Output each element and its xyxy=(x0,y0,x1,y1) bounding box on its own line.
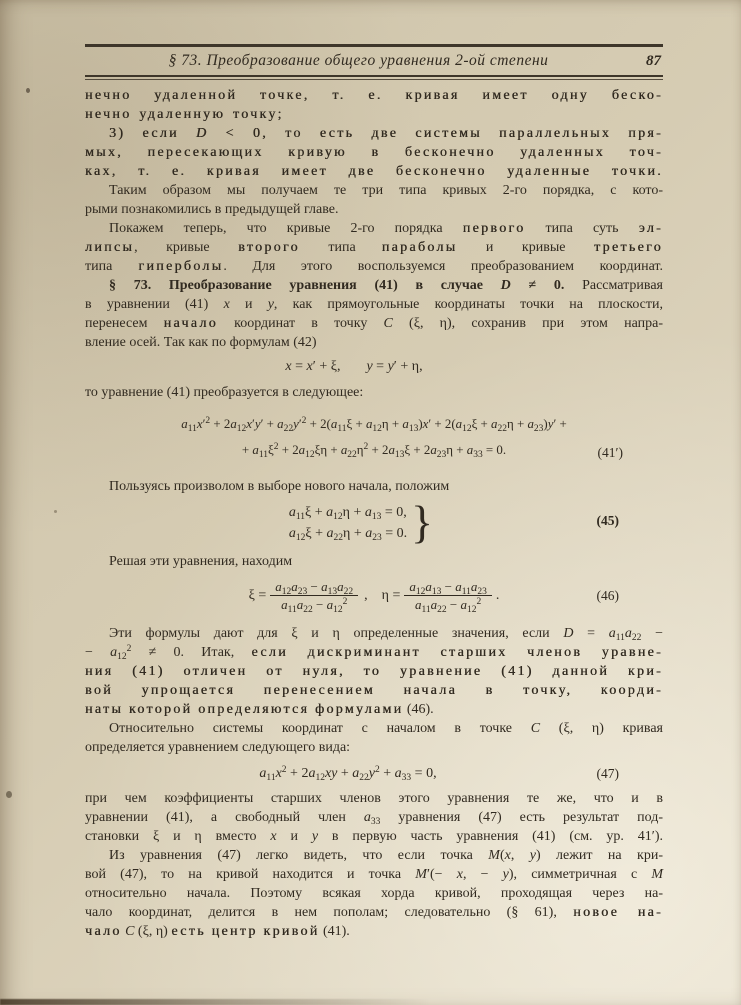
equation-45 xyxy=(85,496,663,548)
text-line: уравнении (41), а свободный член $a_{33}$ уравнения (47) есть результат под- xyxy=(85,810,663,827)
text-line: Решая эти уравнения, находим xyxy=(109,554,293,569)
equation-system xyxy=(288,496,434,548)
text-line: ках, т. е. кривая имеет две бесконечно удаленные точки. xyxy=(85,164,663,179)
text-line: ния (41) отличен от нуля, то уравнение (41) данной кри- xyxy=(85,664,663,679)
equation-text: + $a_{11}\xi^2 + 2a_{12}\xi\eta + a_{22}\eta^2 + 2a_{13}\xi + 2a_{23}\eta + a_{33} = 0$. xyxy=(241,442,507,460)
text-line: Покажем теперь, что кривые 2-го порядка первого типа суть эл- xyxy=(109,221,663,236)
equation-text: $a_{11}\xi + a_{12}\eta + a_{13} = 0$, xyxy=(288,505,407,522)
text-line: в уравнении (41) x и y, как прямоугольные координаты точки на плоскости, xyxy=(85,297,663,312)
fraction-lhs: ξ = xyxy=(248,587,267,603)
equation-number: (47) xyxy=(596,766,619,781)
text-line: при чем коэффициенты старших членов этого уравнения те же, что и в xyxy=(85,791,663,806)
text-line: нечно удаленную точку; xyxy=(85,107,284,122)
text-line: Эти формулы дают для ξ и η определенные значения, если $D = a_{11}a_{22}$ − xyxy=(109,626,663,643)
equation-text xyxy=(249,578,500,613)
equation-42 xyxy=(85,357,663,377)
equation-text: $a_{12}\xi + a_{22}\eta + a_{23} = 0$. xyxy=(288,526,408,543)
paper-speck xyxy=(6,791,12,798)
text-line: то уравнение (41) преобразуется в следующее: xyxy=(85,385,364,400)
text-line: Пользуясь произволом в выборе нового начала, положим xyxy=(109,479,450,494)
page-number: 87 xyxy=(646,53,661,69)
running-title: § 73. Преобразование общего уравнения 2-ой степени xyxy=(168,52,549,69)
fraction xyxy=(404,578,492,613)
equation-text: x = x′ + ξ, y = y′ + η, xyxy=(285,359,423,374)
fraction xyxy=(270,578,358,613)
equation-41-prime xyxy=(85,411,663,463)
text-line: вление осей. Так как по формулам (42) xyxy=(85,335,317,350)
fraction-numerator: $a_{12}a_{13} - a_{11}a_{23}$ xyxy=(409,579,487,597)
header-rule-bottom-1 xyxy=(85,75,663,77)
equation-text: $a_{11}x^2 + 2a_{12}xy + a_{22}y^2 + a_{33} = 0$, xyxy=(259,765,437,783)
text-line: чало координат, делится в нем пополам; следовательно (§ 61), новое на- xyxy=(85,905,663,920)
text-line: нечно удаленной точке, т. е. кривая имеет одну беско- xyxy=(85,88,663,103)
header-rule-bottom-2 xyxy=(85,79,663,80)
text-line: Из уравнения (47) легко видеть, что если точка M(x, y) лежит на кри- xyxy=(109,848,663,863)
text-line: типа гиперболы. Для этого воспользуемся преобразованием координат. xyxy=(85,259,663,274)
equation-text: $a_{11}x'^2 + 2a_{12}x'y' + a_{22}y'^2 + 2(a_{11}\xi + a_{12}\eta + a_{13})x' + 2(a_{12}\xi + a_{22}\eta + a_{23})y'$ + xyxy=(181,416,567,434)
fraction-denominator: $a_{11}a_{22} - a_{12}^2$ xyxy=(270,595,358,613)
text-line: 3) если D < 0, то есть две системы параллельных пря- xyxy=(109,126,664,141)
equation-number: (45) xyxy=(596,513,619,528)
section-heading-line: § 73. Преобразование уравнения (41) в случае D ≠ 0. Рассматривая xyxy=(109,278,663,293)
text-line: вой упрощается перенесением начала в точку, коорди- xyxy=(85,683,663,698)
scan-bottom-edge xyxy=(0,999,430,1005)
text-line: наты которой определяются формулами (46). xyxy=(85,702,434,717)
text-line: Таким образом мы получаем те три типа кривых 2-го порядка, с кото- xyxy=(109,183,663,198)
page-content xyxy=(85,86,663,941)
text-line: становки ξ и η вместо x и y в первую часть уравнения (41) (см. ур. 41′). xyxy=(85,829,663,844)
separator: , xyxy=(364,587,368,603)
equation-number: (46) xyxy=(596,588,619,603)
paper-speck xyxy=(26,88,30,93)
text-line: − $a_{12}^2 \ne 0$. Итак, если дискриминант старших членов уравне- xyxy=(85,644,663,662)
header-row xyxy=(85,47,663,73)
text-line: рыми познакомились в предыдущей главе. xyxy=(85,202,339,217)
equation-46 xyxy=(85,578,663,613)
system-brace: } xyxy=(411,496,434,548)
fraction-numerator: $a_{12}a_{23} - a_{13}a_{22}$ xyxy=(275,579,354,597)
paper-speck xyxy=(54,510,57,513)
fraction-denominator: $a_{11}a_{22} - a_{12}^2$ xyxy=(404,595,492,613)
text-line: перенесем начало координат в точку C (ξ, η), сохранив при этом напра- xyxy=(85,316,663,331)
text-line: вой (47), то на кривой находится и точка M′(− x, − y), симметричная с M xyxy=(85,867,663,882)
text-line: липсы, кривые второго типа параболы и кривые третьего xyxy=(85,240,663,255)
text-line: относительно начала. Поэтому всякая хорда кривой, проходящая через на- xyxy=(85,886,663,901)
page-header xyxy=(85,44,663,80)
equation-tail: . xyxy=(495,587,500,603)
fraction-lhs: η = xyxy=(381,587,401,603)
equation-number: (41′) xyxy=(597,445,623,460)
text-line: определяется уравнением следующего вида: xyxy=(85,740,351,755)
text-line: мых, пересекающих кривую в бесконечно удаленных точ- xyxy=(85,145,663,160)
text-line: чало C (ξ, η) есть центр кривой (41). xyxy=(85,924,350,939)
equation-47 xyxy=(85,764,663,784)
text-line: Относительно системы координат с началом в точке C (ξ, η) кривая xyxy=(109,721,663,736)
